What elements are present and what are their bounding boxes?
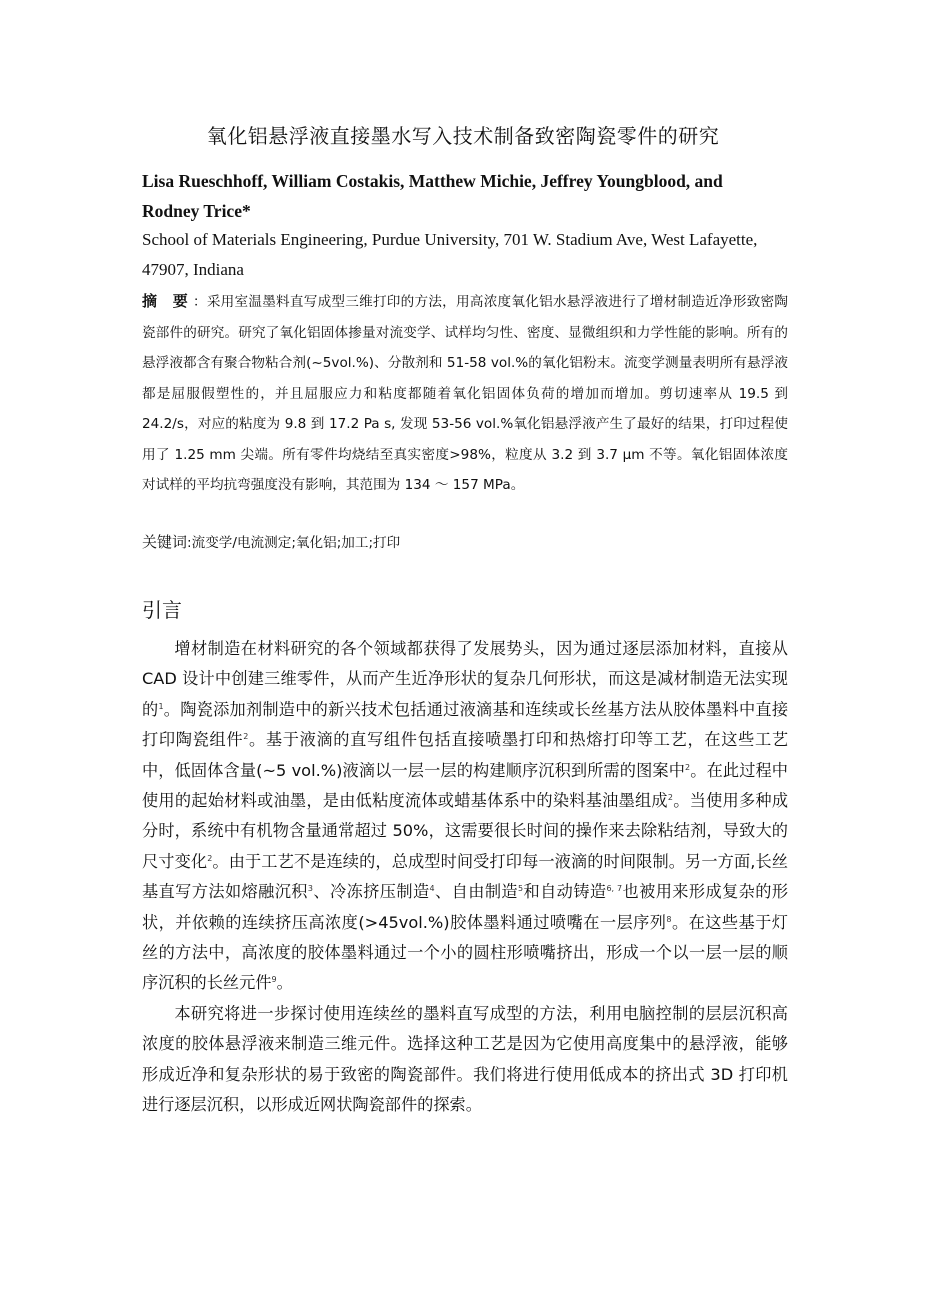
- citation-ref: 2: [667, 793, 673, 803]
- author-list: Lisa Rueschhoff, William Costakis, Matthew Michie, Jeffrey Youngblood, and Rodney Trice*: [142, 171, 723, 221]
- citation-ref: 6, 7: [606, 884, 623, 894]
- paragraph-text: 。在这些基于灯丝的方法中，高浓度的胶体墨料通过一个小的圆柱形喷嘴挤出，形成一个以一层一层的顺序沉积的长丝元件: [142, 912, 788, 993]
- abstract: [142, 286, 788, 501]
- paragraph-text: 。由于工艺不是连续的，总成型时间受打印每一液滴的时间限制。另一方面,长丝基直写方法如熔融沉积: [142, 851, 788, 902]
- paragraph-text: 。陶瓷添加剂制造中的新兴技术包括通过液滴基和连续或长丝基方法从胶体墨料中直接打印陶瓷组件: [142, 699, 789, 750]
- paragraph-text: 本研究将进一步探讨使用连续丝的墨料直写成型的方法，利用电脑控制的层层沉积高浓度的胶体悬浮液来制造三维元件。选择这种工艺是因为它使用高度集中的悬浮液，能够形成近净和复杂形状的易于致密的陶瓷部件。我们将进行使用低成本的挤出式 3D 打印机进行逐层沉积，以形成近网状陶瓷部件的探索。: [142, 1003, 788, 1115]
- body-text: [142, 634, 788, 1121]
- paragraph-text: 、冷冻挤压制造: [313, 882, 430, 902]
- citation-ref: 2: [685, 762, 691, 772]
- paragraph-text: 增材制造在材料研究的各个领域都获得了发展势头，因为通过逐层添加材料，直接从 CAD 设计中创建三维零件，从而产生近净形状的复杂几何形状，而这是减材制造无法实现的: [142, 639, 788, 719]
- citation-ref: 9: [271, 975, 277, 985]
- paragraph-text: 。基于液滴的直写组件包括直接喷墨打印和热熔打印等工艺，在这些工艺中，低固体含量(~5 vol.%)液滴以一层一层的构建顺序沉积到所需的图案中: [142, 730, 789, 780]
- paragraph-text: 和自动铸造: [523, 882, 607, 902]
- body-paragraph: [142, 634, 788, 999]
- paragraph-text: 。在此过程中使用的起始材料或油墨，是由低粘度流体或蜡基体系中的染料基油墨组成: [142, 760, 788, 811]
- paper-title: 氧化铝悬浮液直接墨水写入技术制备致密陶瓷零件的研究: [206, 124, 720, 148]
- body-paragraph: [142, 999, 788, 1121]
- citation-ref: 5: [518, 884, 524, 894]
- paragraph-text: 也被用来形成复杂的形状，并依赖的连续挤压高浓度(>45vol.%)胶体墨料通过喷嘴在一层序列: [142, 882, 789, 932]
- paragraph-text: 。当使用多种成分时，系统中有机物含量通常超过 50%，这需要很长时间的操作来去除粘结剂，导致大的尺寸变化: [142, 791, 789, 871]
- paragraph-text: 、自由制造: [434, 882, 518, 902]
- citation-ref: 1: [158, 701, 164, 711]
- citation-ref: 4: [429, 884, 435, 894]
- affiliation: School of Materials Engineering, Purdue University, 701 W. Stadium Ave, West Lafayette, 47907, Indiana: [142, 230, 758, 279]
- abstract-text: ：采用室温墨料直写成型三维打印的方法，用高浓度氧化铝水悬浮液进行了增材制造近净形致密陶瓷部件的研究。研究了氧化铝固体掺量对流变学、试样均匀性、密度、显微组织和力学性能的影响。所有的悬浮液都含有聚合物粘合剂(~5vol.%)、分散剂和 51-58 vol.%的氧化铝粉末。流变学测量表明所有悬浮液都是屈服假塑性的，并且屈服应力和粘度都随着氧化铝固体负荷的增加而增加。剪切速率从 19.5 到 24.2/s，对应的粘度为 9.8 到 17.2 Pa s, 发现 53-56 vol.%氧化铝悬浮液产生了最好的结果，打印过程使用了 1.25 mm 尖端。所有零件均烧结至真实密度>98%，粒度从 3.2 到 3.7 μm 不等。氧化铝固体浓度对试样的平均抗弯强度没有影响，其范围为 134 ～ 157 MPa。: [142, 294, 788, 493]
- citation-ref: 8: [666, 914, 672, 924]
- keywords: [142, 527, 788, 558]
- citation-ref: 2: [207, 853, 213, 863]
- keywords-label: 关键词: [142, 533, 188, 551]
- abstract-label: 摘 要: [142, 292, 193, 310]
- citation-ref: 2: [243, 732, 249, 742]
- keywords-text: :流变学/电流测定;氧化铝;加工;打印: [187, 535, 401, 551]
- citation-ref: 3: [307, 884, 313, 894]
- paragraph-text: 。: [276, 973, 293, 993]
- section-heading: 引言: [142, 598, 182, 622]
